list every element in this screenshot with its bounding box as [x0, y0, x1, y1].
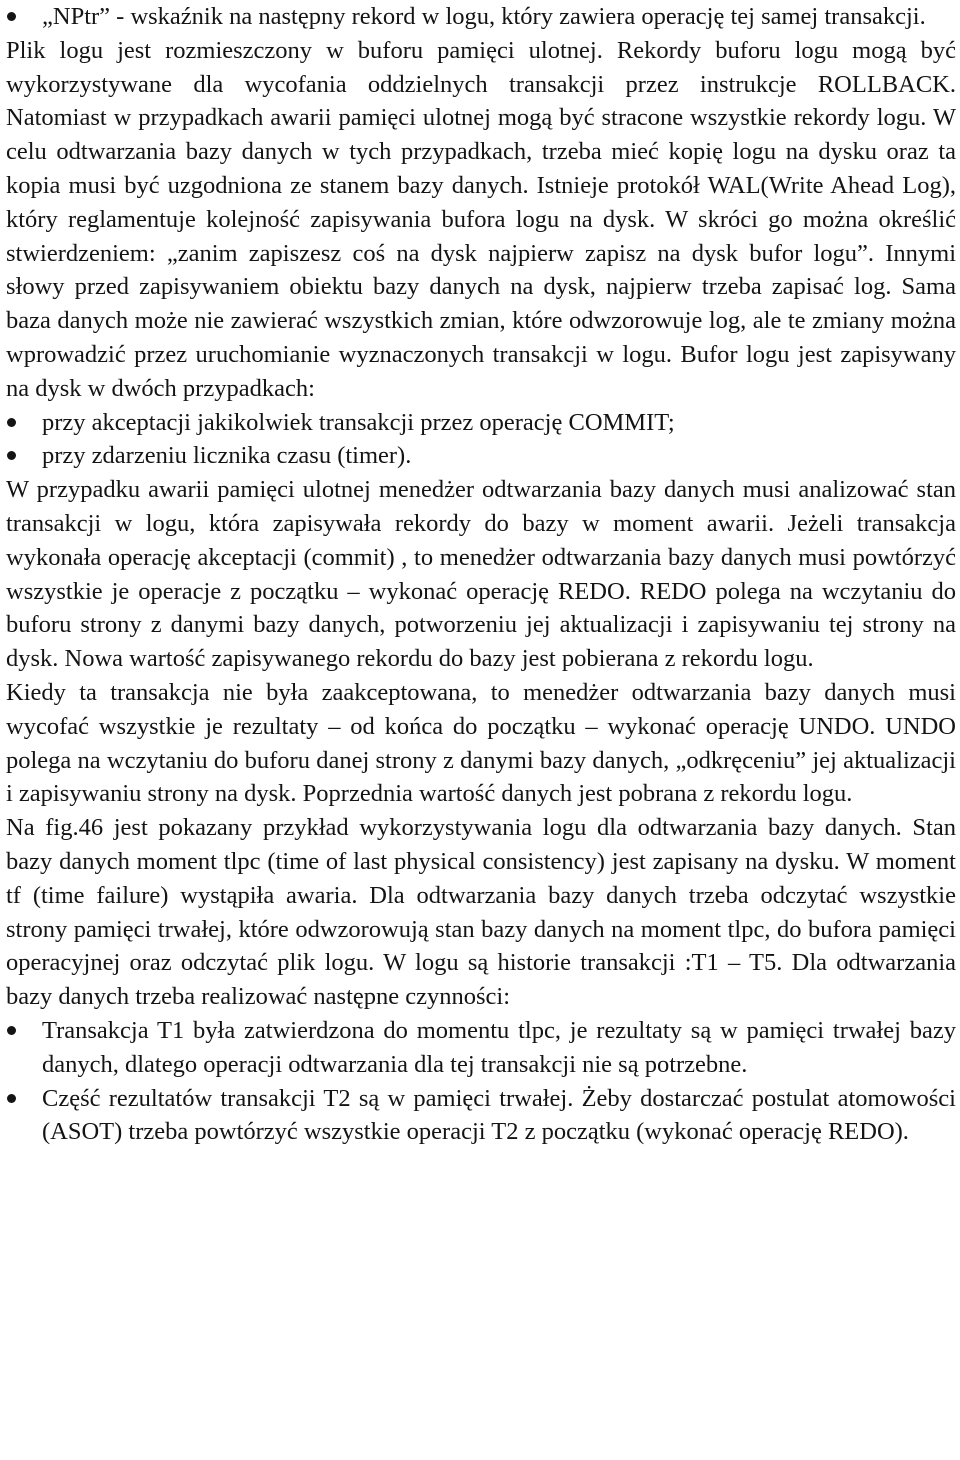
bullet-item-t1: Transakcja T1 była zatwierdzona do momentu tlpc, je rezultaty są w pamięci trwałej bazy danych, dlatego operacji odtwarzania dla tej transakcji nie są potrzebne.	[6, 1014, 956, 1082]
bullet-item-nptr: „NPtr” - wskaźnik na następny rekord w logu, który zawiera operację tej samej transakcji.	[6, 0, 956, 34]
bullet-item-t2: Część rezultatów transakcji T2 są w pamięci trwałej. Żeby dostarczać postulat atomowości (ASOT) trzeba powtórzyć wszystkie operacji T2 z początku (wykonać operację REDO).	[6, 1082, 956, 1150]
paragraph-undo: Kiedy ta transakcja nie była zaakceptowana, to menedżer odtwarzania bazy danych musi wycofać wszystkie je rezultaty – od końca do początku – wykonać operację UNDO. UNDO polega na wczytaniu do buforu danej strony z danymi bazy danych, „odkręceniu” jej aktualizacji i zapisywaniu strony na dysk. Poprzednia wartość danych jest pobrana z rekordu logu.	[6, 678, 956, 808]
bullet-item-commit: przy akceptacji jakikolwiek transakcji przez operację COMMIT;	[6, 406, 956, 440]
bullet-item-timer: przy zdarzeniu licznika czasu (timer).	[6, 439, 956, 473]
paragraph-fig46: Na fig.46 jest pokazany przykład wykorzystywania logu dla odtwarzania bazy danych. Stan bazy danych moment tlpc (time of last physical consistency) jest zapisany na dysku. W moment tf (time failure) wystąpiła awaria. Dla odtwarzania bazy danych trzeba odczytać wszystkie strony pamięci trwałej, które odwzorowują stan bazy danych na moment tlpc, do bufora pamięci operacyjnej oraz odczytać plik logu. W logu są historie transakcji :T1 – T5. Dla odtwarzania bazy danych trzeba realizować następne czynności:	[6, 814, 956, 1011]
paragraph-log-buffer: Plik logu jest rozmieszczony w buforu pamięci ulotnej. Rekordy buforu logu mogą być wykorzystywane dla wycofania oddzielnych transakcji przez instrukcje ROLLBACK. Natomiast w przypadkach awarii pamięci ulotnej mogą być stracone wszystkie rekordy logu. W celu odtwarzania bazy danych w tych przypadkach, trzeba mieć kopię logu na dysku oraz ta kopia musi być uzgodniona ze stanem bazy danych. Istnieje protokół WAL(Write Ahead Log), który reglamentuje kolejność zapisywania bufora logu na dysk. W skróci go można określić stwierdzeniem: „zanim zapiszesz coś na dysk najpierw zapisz na dysk bufor logu”. Innymi słowy przed zapisywaniem obiektu bazy danych na dysk, najpierw trzeba zapisać log. Sama baza danych może nie zawierać wszystkich zmian, które odwzorowuje log, ale te zmiany można wprowadzić przez uruchomianie wyznaczonych transakcji w logu. Bufor logu jest zapisywany na dysk w dwóch przypadkach:	[6, 36, 956, 402]
paragraph-redo: W przypadku awarii pamięci ulotnej menedżer odtwarzania bazy danych musi analizować stan transakcji w logu, która zapisywała rekordy do bazy w moment awarii. Jeżeli transakcja wykonała operację akceptacji (commit) , to menedżer odtwarzania bazy danych musi powtórzyć wszystkie je operacje z początku – wykonać operację REDO. REDO polega na wczytaniu do buforu strony z danymi bazy danych, potworzeniu jej aktualizacji i zapisywaniu tej strony na dysk. Nowa wartość zapisywanego rekordu do bazy jest pobierana z rekordu logu.	[6, 476, 956, 673]
